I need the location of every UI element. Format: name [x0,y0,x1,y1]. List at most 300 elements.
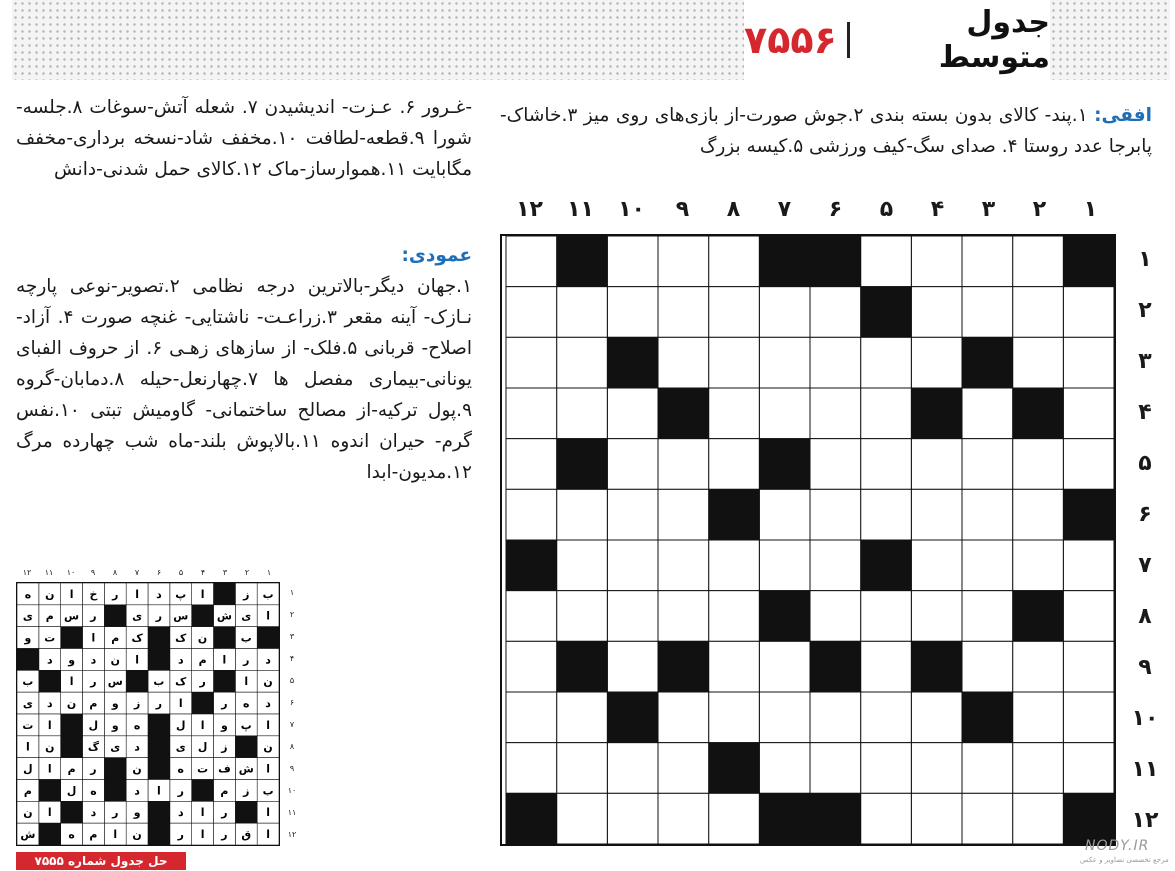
grid-cell[interactable] [861,337,912,388]
solution-letter: ت [44,631,56,645]
solution-letter: ب [262,784,274,798]
grid-cell[interactable] [1013,489,1064,540]
grid-cell[interactable] [1063,743,1114,794]
solution-letter: ت [197,762,209,776]
grid-cell[interactable] [557,388,608,439]
solution-letter: د [265,697,271,711]
solution-column-number: ۹ [90,568,96,577]
grid-cell[interactable] [1013,641,1064,692]
solution-cell-black [39,780,61,802]
grid-cell[interactable] [709,337,760,388]
grid-cell[interactable] [962,591,1013,642]
solution-letter: ا [157,784,161,798]
grid-cell[interactable] [759,489,810,540]
grid-cell[interactable] [607,388,658,439]
grid-cell[interactable] [709,388,760,439]
grid-cell[interactable] [810,591,861,642]
solution-column-number: ۲ [244,568,250,577]
grid-cell[interactable] [911,236,962,287]
grid-cell[interactable] [962,641,1013,692]
solution-letter: و [133,806,141,820]
solution-letter: ا [113,828,118,842]
grid-cell[interactable] [607,236,658,287]
solution-letter: ز [221,740,228,754]
solution-letter: ا [135,653,139,667]
solution-row-number: ۱ [289,588,295,597]
grid-cell[interactable] [1013,236,1064,287]
grid-cell[interactable] [911,439,962,490]
solution-cell-black [61,627,83,649]
grid-cell[interactable] [962,743,1013,794]
row-number: ۸ [1138,604,1152,629]
grid-cell[interactable] [709,793,760,844]
solution-letter: ر [90,675,97,689]
grid-cell[interactable] [658,540,709,591]
grid-cell[interactable] [607,439,658,490]
grid-cell[interactable] [607,641,658,692]
solution-letter: ن [23,806,33,820]
solution-letter: ز [243,784,250,798]
grid-cell[interactable] [506,337,557,388]
grid-cell[interactable] [1063,540,1114,591]
grid-cell[interactable] [1013,743,1064,794]
solution-letter: ک [131,631,143,645]
solution-letter: و [68,653,75,667]
grid-cell[interactable] [607,540,658,591]
solution-cell-black [214,670,236,692]
grid-cell-black [810,236,861,287]
solution-letter: و [111,697,119,711]
solution-letter: ا [200,828,205,842]
grid-cell[interactable] [759,743,810,794]
grid-cell-black [962,692,1013,743]
grid-cell[interactable] [810,540,861,591]
solution-column-number: ۴ [200,568,206,577]
grid-cell-black [709,489,760,540]
down-heading: عمودی: [401,245,472,266]
solution-letter: ر [221,828,228,842]
solution-column-number: ۳ [222,568,228,577]
solution-letter: ز [243,587,250,601]
grid-cell[interactable] [810,287,861,338]
grid-cell[interactable] [658,692,709,743]
grid-cell[interactable] [759,641,810,692]
solution-letter: د [90,806,97,820]
grid-cell-black [911,388,962,439]
grid-cell-black [759,591,810,642]
solution-letter: ک [175,631,187,645]
grid-cell-black [557,439,608,490]
solution-letter: د [90,653,97,667]
solution-row-number: ۱۰ [287,786,297,795]
watermark-logo: NODY.IR [1085,838,1150,854]
grid-cell[interactable] [911,692,962,743]
solution-letter: س [173,609,189,623]
solution-row-number: ۴ [289,654,295,663]
puzzle-number: ۷۵۵۶ [744,18,837,62]
solution-letter: س [107,675,123,689]
grid-cell[interactable] [1063,388,1114,439]
solution-column-number: ۱۱ [44,568,54,577]
column-number: ۹ [675,197,690,222]
grid-cell[interactable] [911,489,962,540]
solution-letter: ز [133,697,141,711]
grid-cell[interactable] [962,236,1013,287]
grid-cell[interactable] [506,388,557,439]
grid-cell[interactable] [911,337,962,388]
grid-cell[interactable] [861,489,912,540]
column-number: ۸ [726,197,741,222]
solution-letter: م [89,697,98,711]
grid-cell[interactable] [709,692,760,743]
grid-cell-black [1063,236,1114,287]
grid-cell-black [1013,388,1064,439]
row-number: ۹ [1138,655,1152,680]
grid-cell[interactable] [759,287,810,338]
grid-cell[interactable] [658,489,709,540]
solution-cell-black [61,714,83,736]
across-heading: افقی: [1094,105,1152,126]
across-clues-continued: -غـرور ۶. عـزت- اندیشیدن ۷. شعله آتش-سوغات ۸.جلسه-شورا ۹.قطعه-لطافت ۱۰.مخفف شاد-نسخه برداری-مخفف مگابایت ۱۱.هموارساز-ماک ۱۲.کالای حمل شدنی-دانش [16,97,473,180]
solution-letter: ر [155,609,163,623]
solution-letter: د [177,806,184,820]
solution-cell-black [192,605,214,627]
grid-cell[interactable] [658,287,709,338]
solution-letter: ا [222,653,227,667]
grid-cell[interactable] [658,591,709,642]
grid-cell[interactable] [1013,540,1064,591]
grid-cell-black [506,793,557,844]
grid-cell[interactable] [1063,591,1114,642]
grid-cell-black [658,388,709,439]
solution-letter: ی [110,740,121,754]
row-number: ۱۲ [1131,808,1159,833]
grid-cell-black [759,236,810,287]
grid-cell[interactable] [709,540,760,591]
solution-row-numbers [284,582,304,846]
solution-letter: ی [22,697,33,711]
grid-cell[interactable] [607,591,658,642]
grid-cell-black [962,337,1013,388]
grid-cell[interactable] [658,793,709,844]
solution-letter: ل [88,718,99,732]
solution-letter: ه [133,718,141,732]
grid-cell[interactable] [861,236,912,287]
solution-letter: د [46,653,53,667]
solution-letter: ا [69,587,74,601]
grid-cell[interactable] [1013,439,1064,490]
solution-cell-black [257,627,279,649]
grid-cell[interactable] [557,743,608,794]
grid-cell[interactable] [658,337,709,388]
grid-cell[interactable] [557,591,608,642]
grid-cell-black [810,793,861,844]
solution-column-number: ۱ [266,568,272,577]
solution-letter: ش [216,609,232,623]
solution-row-number: ۸ [289,742,295,751]
grid-cell[interactable] [861,641,912,692]
solution-letter: ش [20,828,36,842]
grid-cell-black [607,337,658,388]
row-number: ۲ [1138,298,1152,323]
solution-letter: د [134,784,140,798]
grid-cell[interactable] [709,641,760,692]
solution-cell-black [148,649,170,671]
grid-cell[interactable] [911,743,962,794]
down-clues [16,240,472,488]
grid-cell-black [1013,591,1064,642]
grid-cell[interactable] [506,439,557,490]
grid-cell[interactable] [557,287,608,338]
grid-cell[interactable] [557,540,608,591]
grid-cell[interactable] [1013,793,1064,844]
solution-cell-black [214,627,236,649]
header-dot-pattern-right [1050,0,1170,80]
solution-cell-black [235,801,257,823]
row-number: ۳ [1138,349,1152,374]
solution-letter: ا [200,718,205,732]
grid-cell[interactable] [557,337,608,388]
solution-letter: خ [89,587,98,601]
row-number: ۶ [1138,502,1152,527]
grid-cell-black [861,540,912,591]
down-clue-text: ۱.جهان دیگر-بالاترین درجه نظامی ۲.تصویر-نوعی پارچه نـازک- آینه مقعر ۳.زراعـت- ناشتایی- غنچه صورت ۴. آزاد- اصلاح- قربانی ۵.فلک- از سازهای زهـی ۶. از حروف الفبای یونانی-بیماری مفصل ها ۷.چهارنعل-حیله ۸.دمابان-گروه ۹.پول ترکیه-از مصالح ساختمانی- گاومیش تبتی ۱۰.نفس گرم- حیران اندوه ۱۱.بالاپوش بلند-ماه شب چهارده مرگ ۱۲.مدیون-ابدا [16,276,473,483]
grid-cell[interactable] [709,439,760,490]
solution-letter: ا [69,675,74,689]
solution-letter: ا [91,631,96,645]
grid-cell[interactable] [861,439,912,490]
solution-letter: ا [47,806,52,820]
solution-letter: ا [200,806,205,820]
crossword-grid[interactable] [500,234,1116,846]
grid-cell[interactable] [1013,692,1064,743]
grid-cell-black [759,439,810,490]
grid-cell[interactable] [759,388,810,439]
row-number: ۱۰ [1131,706,1159,731]
solution-letter: ر [90,609,97,623]
solution-letter: ر [155,697,163,711]
solution-letter: ب [240,631,252,645]
grid-cell[interactable] [911,540,962,591]
grid-cell[interactable] [506,287,557,338]
solution-letter: ر [112,806,119,820]
solution-letter: ن [132,762,142,776]
grid-cell[interactable] [1063,439,1114,490]
grid-cell[interactable] [709,287,760,338]
grid-cell[interactable] [810,439,861,490]
solution-cell-black [39,823,61,845]
solution-row-number: ۱۱ [287,808,297,817]
grid-cell[interactable] [709,591,760,642]
grid-cell[interactable] [962,489,1013,540]
grid-cell[interactable] [1013,287,1064,338]
grid-cell-black [709,743,760,794]
solution-row-number: ۹ [289,764,295,773]
grid-cell[interactable] [1063,641,1114,692]
solution-letter: ن [132,828,142,842]
solution-letter: ن [197,631,208,645]
solution-cell-black [148,801,170,823]
solution-cell-black [235,736,257,758]
solution-letter: ر [243,653,250,667]
solution-column-numbers [16,568,280,580]
solution-row-number: ۱۲ [287,830,297,839]
solution-letter: ه [90,784,97,798]
column-number: ۴ [930,197,945,222]
solution-letter: ا [47,762,52,776]
solution-letter: ر [112,587,119,601]
across-clue-text: ۱.پند- کالای بدون بسته بندی ۲.جوش صورت-از بازی‌های روی میز ۳.خاشاک-پابرجا عدد روستا ۴. صدای سگ-کیف ورزشی ۵.کیسه بزرگ [500,105,1152,157]
watermark-subtext: مرجع تخصصی تصاویر و عکس [1080,856,1169,864]
grid-cell[interactable] [861,793,912,844]
grid-cell[interactable] [962,439,1013,490]
solution-letter: ا [266,828,270,842]
solution-letter: د [134,740,140,754]
solution-cell-black [148,736,170,758]
puzzle-header [744,0,1050,80]
solution-letter: ر [177,828,184,842]
grid-cell[interactable] [1063,287,1114,338]
grid-cell[interactable] [810,743,861,794]
solution-letter: و [221,718,228,732]
solution-letter: ا [178,697,183,711]
column-number: ۱۲ [516,197,543,222]
grid-cell[interactable] [1063,337,1114,388]
solution-cell-black [61,801,83,823]
grid-cell[interactable] [506,641,557,692]
column-number: ۲ [1032,197,1047,222]
solution-caption: حل جدول شماره ۷۵۵۵ [16,852,186,870]
grid-cell[interactable] [810,388,861,439]
across-clues [500,100,1152,162]
solution-letter: ه [177,762,184,776]
grid-cell[interactable] [911,591,962,642]
solution-cell-black [214,583,236,605]
grid-cell[interactable] [506,489,557,540]
grid-cell[interactable] [962,287,1013,338]
grid-cell[interactable] [911,287,962,338]
solution-letter: ن [263,675,273,689]
solution-letter: ق [241,828,252,842]
solution-letter: ا [135,587,139,601]
solution-column-number: ۱۰ [66,568,76,577]
solution-letter: ا [26,740,30,754]
solution-cell-black [148,627,170,649]
grid-cell-black [810,641,861,692]
grid-cell[interactable] [810,692,861,743]
grid-cell[interactable] [1063,692,1114,743]
solution-row-number: ۵ [289,676,295,685]
solution-letter: م [23,784,32,798]
solution-letter: پ [175,587,187,601]
solution-letter: ه [243,697,250,711]
solution-cell-black [104,758,126,780]
grid-cell[interactable] [861,743,912,794]
grid-cell[interactable] [911,793,962,844]
grid-cell[interactable] [557,793,608,844]
grid-cell-black [607,692,658,743]
solution-letter: ا [266,762,270,776]
solution-letter: ا [266,609,270,623]
solution-letter: م [67,762,76,776]
solution-letter: ی [241,609,252,623]
solution-letter: ت [22,718,34,732]
grid-cell[interactable] [557,692,608,743]
grid-cell[interactable] [861,591,912,642]
grid-cell[interactable] [810,489,861,540]
grid-cell[interactable] [709,236,760,287]
solution-letter: د [265,653,271,667]
grid-cell-black [506,540,557,591]
grid-cell[interactable] [759,540,810,591]
grid-cell[interactable] [506,743,557,794]
grid-cell[interactable] [557,489,608,540]
grid-cell-black [1063,489,1114,540]
solution-letter: ا [266,718,270,732]
solution-row-number: ۲ [289,610,295,619]
solution-letter: ل [197,740,208,754]
solution-letter: گ [87,740,100,754]
solution-cell-black [192,692,214,714]
grid-cell[interactable] [607,287,658,338]
row-number: ۷ [1138,553,1152,578]
grid-cell[interactable] [506,236,557,287]
grid-cell[interactable] [810,337,861,388]
solution-letter: ا [266,806,270,820]
solution-letter: ن [45,740,55,754]
solution-cell-black [104,780,126,802]
grid-cell[interactable] [861,388,912,439]
solution-letter: م [89,828,98,842]
grid-cell[interactable] [759,337,810,388]
grid-cell[interactable] [658,236,709,287]
column-number: ۳ [981,197,996,222]
solution-letter: د [46,697,53,711]
solution-letter: پ [240,718,252,732]
grid-cell[interactable] [658,743,709,794]
solution-letter: ی [132,609,143,623]
solution-letter: ر [221,697,228,711]
grid-cell[interactable] [962,388,1013,439]
grid-cell[interactable] [962,540,1013,591]
solution-letter: م [220,784,229,798]
solution-letter: ن [110,653,120,667]
solution-cell-black [148,714,170,736]
grid-cell[interactable] [607,793,658,844]
solution-letter: ش [238,762,254,776]
solution-letter: ر [90,762,97,776]
grid-cell[interactable] [962,793,1013,844]
column-number: ۱ [1083,197,1098,222]
solution-letter: ب [153,675,165,689]
grid-cell[interactable] [861,692,912,743]
solution-letter: ا [47,718,52,732]
solution-letter: ر [177,784,184,798]
row-number: ۴ [1138,400,1152,425]
grid-cell[interactable] [506,692,557,743]
grid-cell[interactable] [658,439,709,490]
grid-cell[interactable] [607,743,658,794]
solution-column-number: ۸ [112,568,118,577]
grid-cell[interactable] [607,489,658,540]
grid-cell[interactable] [506,591,557,642]
header-dot-pattern-left [12,0,744,80]
puzzle-name: جدول متوسط [938,5,1050,75]
solution-letter: ب [22,675,34,689]
grid-cell[interactable] [759,692,810,743]
grid-cell[interactable] [1013,337,1064,388]
solution-letter: و [24,631,32,645]
